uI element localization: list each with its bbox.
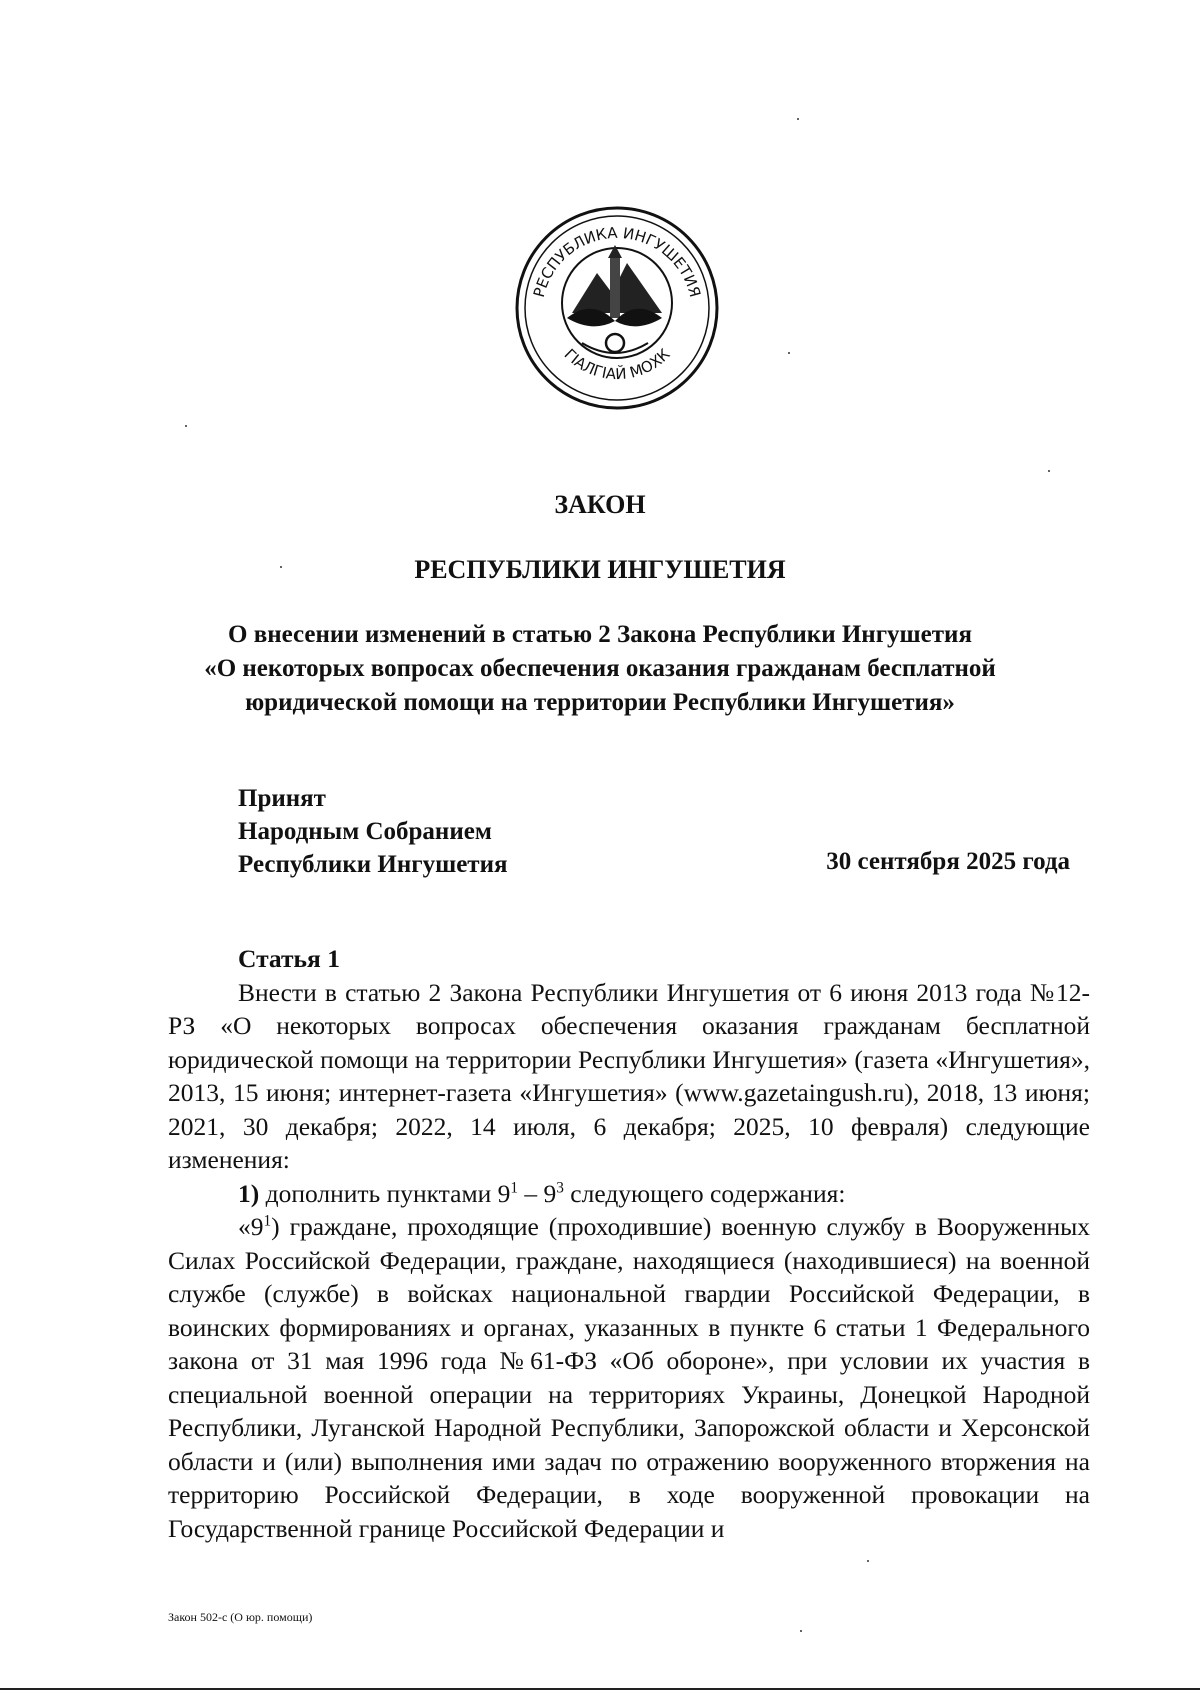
article-item-1 (168, 1177, 1090, 1211)
article-body (168, 942, 1090, 1545)
scan-speck (867, 1560, 869, 1562)
quote-text: ) граждане, проходящие (проходившие) военную службу в Вооруженных Силах Российской Федерации, граждане, находящиеся (находившиеся) на военной службе (службе) в войсках национальной гвардии Российской Федерации, в воинских формированиях и органах, указанных в пункте 6 статьи 1 Федерального закона от 31 мая 1996 года №61-ФЗ «Об обороне», при условии их участия в специальной военной операции на территориях Украины, Донецкой Народной Республики, Луганской Народной Республики, Запорожской области и Херсонской области и (или) выполнения ими задач по отражению вооруженного вторжения на территорию Российской Федерации, в ходе вооруженной провокации на Государственной границе Российской Федерации и (168, 1212, 1090, 1543)
item-label: 1) (238, 1178, 260, 1208)
adoption-line: Республики Ингушетия (238, 851, 508, 878)
law-description-line: юридической помощи на территории Республики Ингушетия» (245, 689, 955, 716)
scan-speck (1048, 470, 1050, 472)
adoption-line: Народным Собранием (238, 818, 492, 845)
adoption-line: Принят (238, 785, 326, 812)
emblem-bottom-text: ГӀАЛГӀАЙ МОХК (560, 345, 674, 384)
law-description-line: О внесении изменений в статью 2 Закона Республики Ингушетия (228, 621, 972, 648)
scan-edge-line (0, 1688, 1200, 1690)
article-heading: Статья 1 (238, 944, 340, 973)
scan-speck (280, 566, 282, 568)
item-text: следующего содержания: (563, 1178, 846, 1208)
law-description-line: «О некоторых вопросах обеспечения оказания гражданам бесплатной (204, 655, 996, 682)
emblem-top-text: РЕСПУБЛИКА ИНГУШЕТИЯ (529, 223, 705, 300)
law-subtitle: РЕСПУБЛИКИ ИНГУШЕТИЯ (414, 555, 786, 584)
article-intro: Внести в статью 2 Закона Республики Ингушетия от 6 июня 2013 года №12-РЗ «О некоторых вопросах обеспечения оказания гражданам бесплатной юридической помощи на территории Республики Ингушетия» (газета «Ингушетия», 2013, 15 июня; интернет-газета «Ингушетия» (www.gazetaingush.ru), 2018, 13 июня; 2021, 30 декабря; 2022, 14 июля, 6 декабря; 2025, 10 февраля) следующие изменения: (168, 977, 1090, 1174)
superscript: 3 (556, 1179, 564, 1196)
adoption-date: 30 сентября 2025 года (826, 848, 1070, 875)
item-text: дополнить пунктами 9 (265, 1178, 511, 1208)
republic-emblem (512, 203, 722, 413)
superscript: 1 (263, 1212, 272, 1230)
superscript: 1 (510, 1179, 519, 1196)
law-description (0, 618, 1200, 720)
scan-speck (185, 425, 187, 427)
adoption-block (238, 782, 508, 881)
scan-speck (800, 1630, 802, 1632)
scan-speck (788, 352, 790, 354)
footer-doc-ref: Закон 502-с (О юр. помощи) (168, 1610, 313, 1624)
article-quote (168, 1210, 1090, 1545)
law-title: ЗАКОН (554, 490, 646, 519)
scan-speck (797, 118, 799, 120)
item-text: – 9 (518, 1178, 557, 1208)
quote-text: «9 (238, 1212, 264, 1241)
